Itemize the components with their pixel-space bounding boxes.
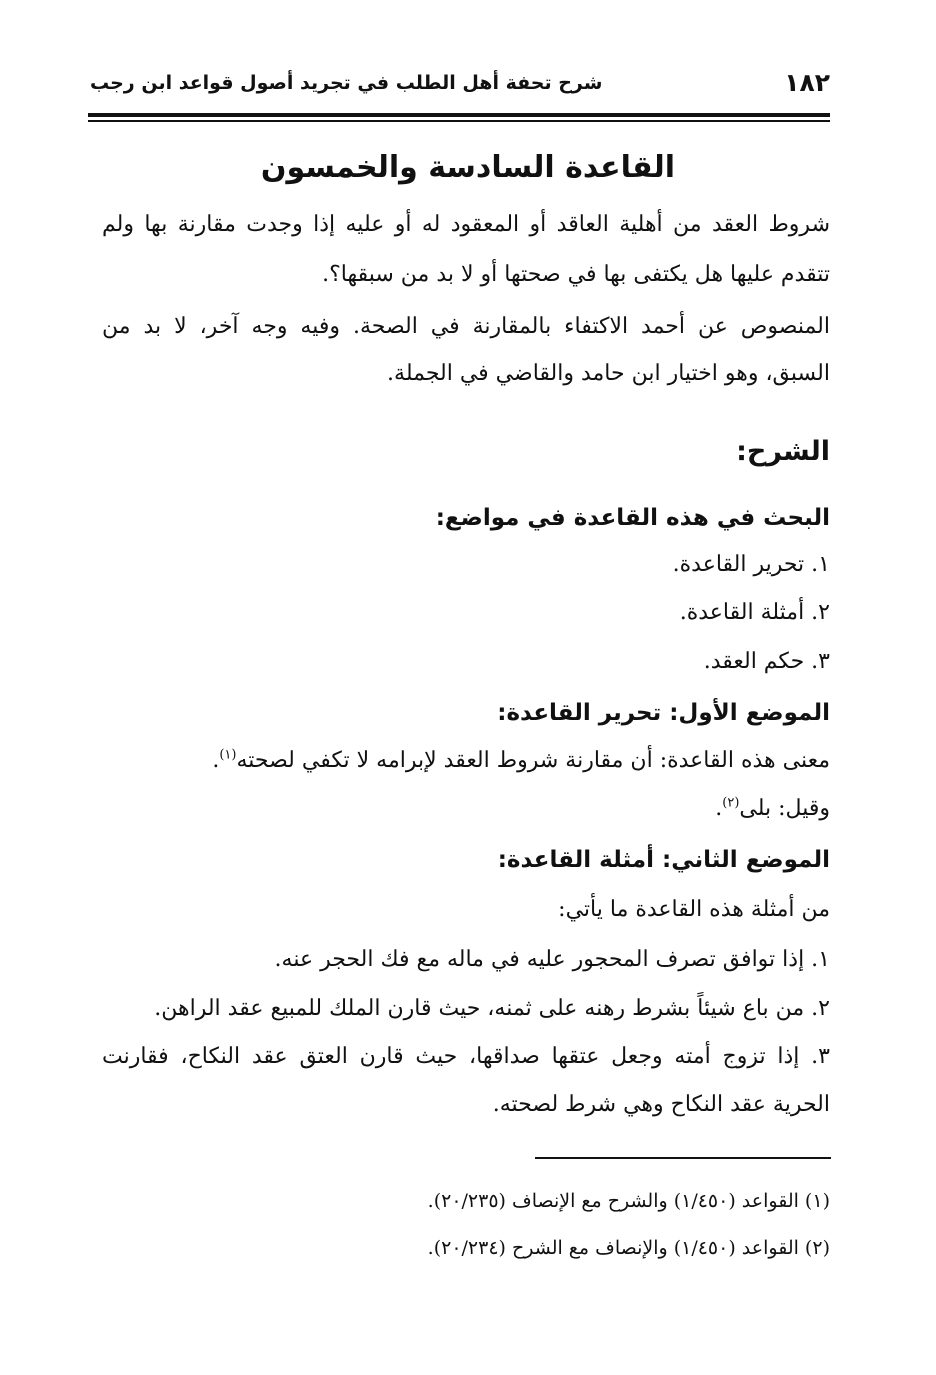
footnote-separator [535,1157,831,1159]
rule-text-line-2: تتقدم عليها هل يكتفى بها في صحتها أو لا بد من سبقها؟. [322,262,830,287]
rule-text-line-3: المنصوص عن أحمد الاكتفاء بالمقارنة في الصحة. وفيه وجه آخر، لا بد من [102,314,830,339]
section1-other-view [715,796,830,821]
section2-heading: الموضع الثاني: أمثلة القاعدة: [497,847,830,873]
topic-item-2: ٢. أمثلة القاعدة. [679,600,830,625]
sharh-intro: البحث في هذه القاعدة في مواضع: [435,505,830,531]
footnote-2: (٢) القواعد (١/٤٥٠) والإنصاف مع الشرح (٢٠/٢٣٤). [427,1237,830,1259]
section2-intro: من أمثلة هذه القاعدة ما يأتي: [558,897,830,922]
header-rule-thin [88,120,830,122]
page-number: ١٨٢ [784,68,830,97]
example-item-3-cont: الحرية عقد النكاح وهي شرط لصحته. [492,1092,830,1117]
meaning-text: معنى هذه القاعدة: أن مقارنة شروط العقد لإبرامه لا تكفي لصحته [236,748,830,773]
other-view-text: وقيل: بلى [739,796,830,821]
rule-text-line-1: شروط العقد من أهلية العاقد أو المعقود له أو عليه إذا وجدت مقارنة بها ولم [102,212,830,237]
example-item-3: ٣. إذا تزوج أمته وجعل عتقها صداقها، حيث قارن العتق عقد النكاح، فقارنت [102,1044,830,1069]
example-item-2: ٢. من باع شيئاً بشرط رهنه على ثمنه، حيث قارن الملك للمبيع عقد الراهن. [154,996,830,1021]
rule-title: القاعدة السادسة والخمسون [260,150,676,185]
sharh-heading: الشرح: [736,436,830,467]
other-view-end: . [715,796,723,821]
header-rule-thick [88,113,830,117]
topic-item-3: ٣. حكم العقد. [703,649,830,674]
footnote-ref-1: (١) [219,747,237,763]
example-item-1: ١. إذا توافق تصرف المحجور عليه في ماله مع فك الحجر عنه. [274,947,830,972]
footnote-ref-2: (٢) [722,795,740,811]
section1-meaning [212,748,830,773]
meaning-end: . [212,748,220,773]
topic-item-1: ١. تحرير القاعدة. [672,552,830,577]
rule-text-line-4: السبق، وهو اختيار ابن حامد والقاضي في الجملة. [387,361,830,386]
section1-heading: الموضع الأول: تحرير القاعدة: [497,700,830,726]
footnote-1: (١) القواعد (١/٤٥٠) والشرح مع الإنصاف (٢٠/٢٣٥). [427,1190,830,1212]
running-title: شرح تحفة أهل الطلب في تجريد أصول قواعد ابن رجب [90,72,603,94]
